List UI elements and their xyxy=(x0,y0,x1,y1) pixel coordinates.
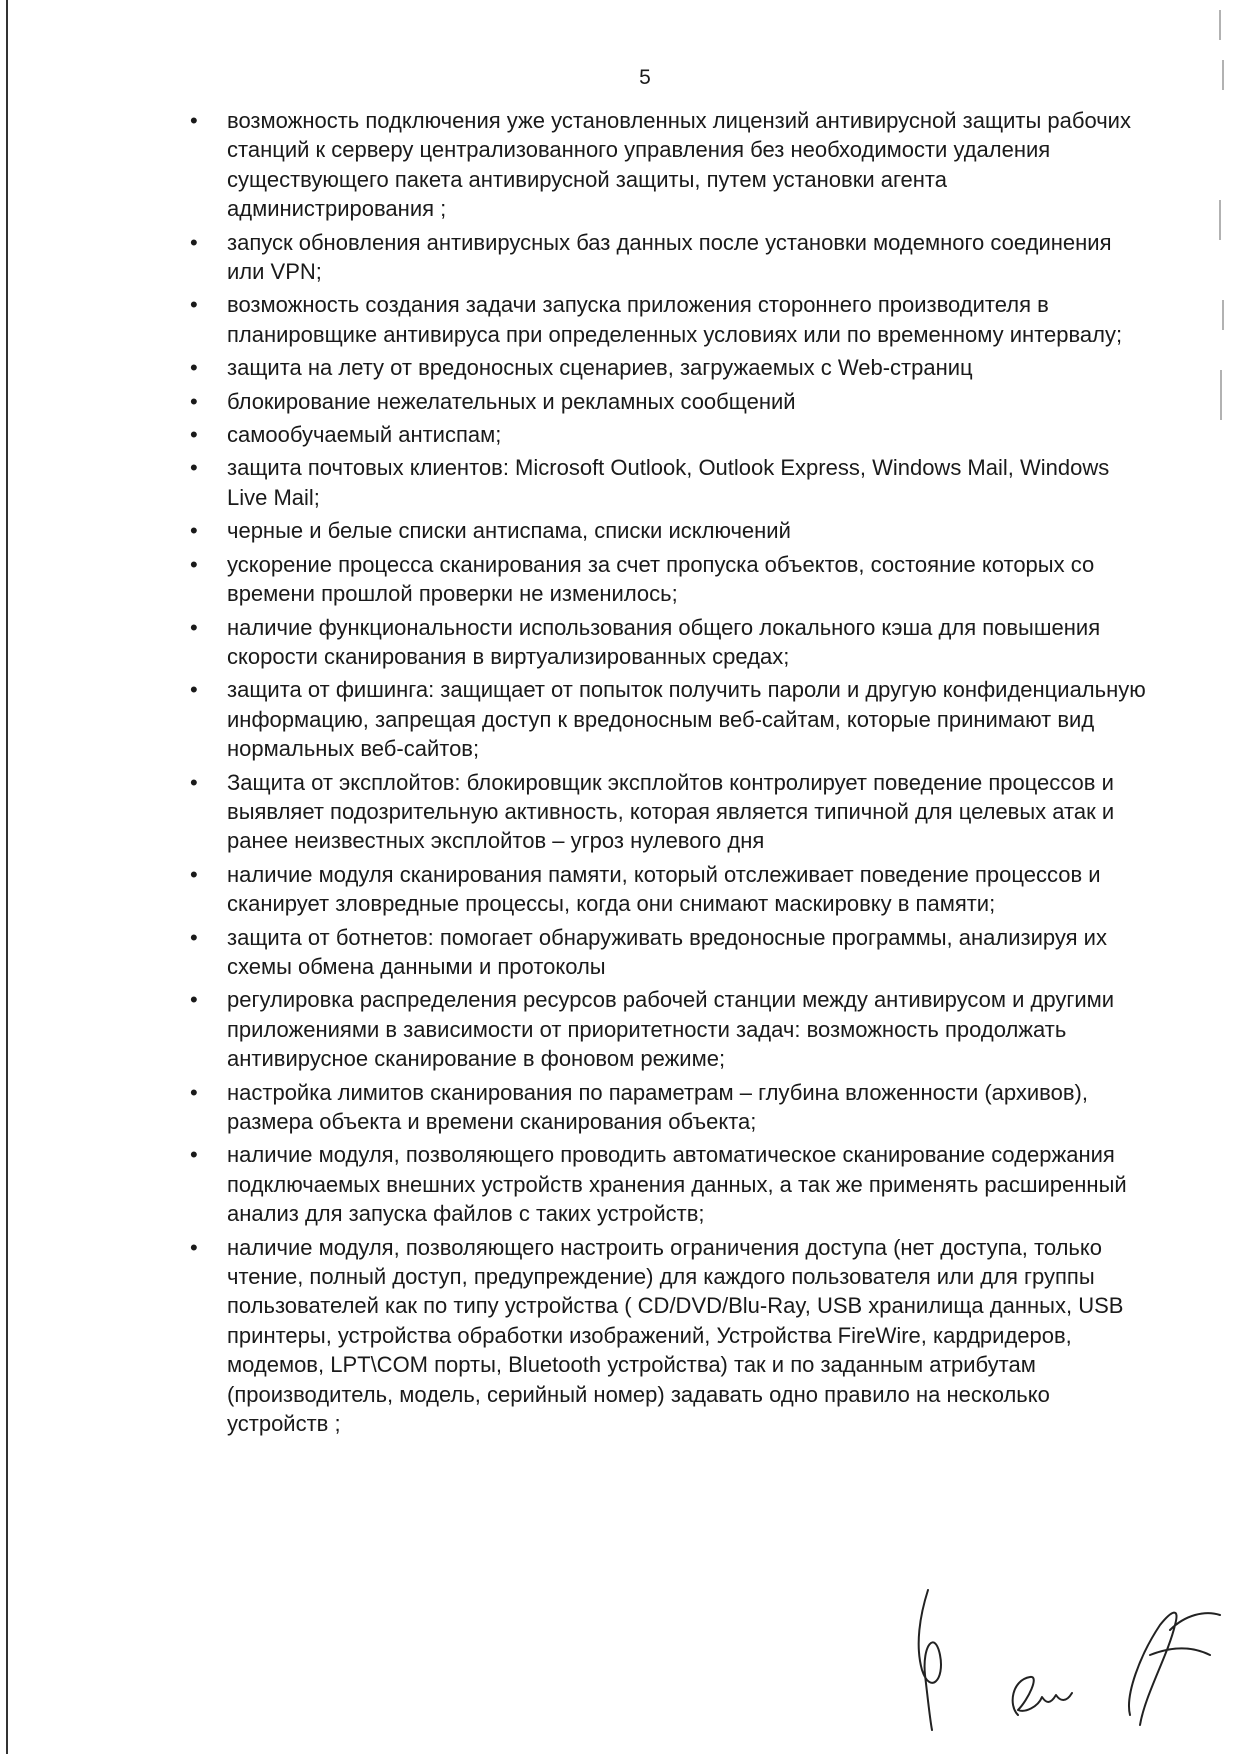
list-item: • самообучаемый антиспам; xyxy=(190,420,1150,449)
list-item: • возможность подключения уже установленных лицензий антивирусной защиты рабочих станций к серверу централизованного управления без необходимости удаления существующего пакета антивирусной защиты, путем установки агента администрирования ; xyxy=(190,106,1150,224)
list-item: • защита на лету от вредоносных сценариев, загружаемых с Web-страниц xyxy=(190,353,1150,382)
signature-3 xyxy=(1129,1613,1220,1725)
list-item: • ускорение процесса сканирования за счет пропуска объектов, состояние которых со времени прошлой проверки не изменилось; xyxy=(190,550,1150,609)
page-number: 5 xyxy=(639,66,651,89)
list-item: • запуск обновления антивирусных баз данных после установки модемного соединения или VPN; xyxy=(190,228,1150,287)
list-item: • наличие модуля сканирования памяти, который отслеживает поведение процессов и сканирует зловредные процессы, когда они снимают маскировку в памяти; xyxy=(190,860,1150,919)
list-item: • наличие модуля, позволяющего настроить ограничения доступа (нет доступа, только чтение, полный доступ, предупреждение) для каждого пользователя или для группы пользователей как по типу устройства ( CD/DVD/Blu-Ray, USB хранилища данных, USB принтеры, устройства обработки изображений, Устройства FireWire, кардридеров, модемов, LPT\COM порты, Bluetooth устройства) так и по заданным атрибутам (производитель, модель, серийный номер) задавать одно правило на несколько устройств ; xyxy=(190,1233,1150,1439)
scan-edge-right xyxy=(1218,0,1226,430)
list-item: • наличие функциональности использования общего локального кэша для повышения скорости сканирования в виртуализированных средах; xyxy=(190,613,1150,672)
signatures xyxy=(900,1585,1230,1735)
list-item: • настройка лимитов сканирования по параметрам – глубина вложенности (архивов), размера объекта и времени сканирования объекта; xyxy=(190,1078,1150,1137)
list-item: • защита от ботнетов: помогает обнаруживать вредоносные программы, анализируя их схемы обмена данными и протоколы xyxy=(190,923,1150,982)
list-item: • регулировка распределения ресурсов рабочей станции между антивирусом и другими приложениями в зависимости от приоритетности задач: возможность продолжать антивирусное сканирование в фоновом режиме; xyxy=(190,985,1150,1073)
list-item: • защита от фишинга: защищает от попыток получить пароли и другую конфиденциальную информацию, запрещая доступ к вредоносным веб-сайтам, которые принимают вид нормальных веб-сайтов; xyxy=(190,675,1150,763)
signature-2 xyxy=(1013,1677,1072,1715)
list-item: • возможность создания задачи запуска приложения стороннего производителя в планировщике антивируса при определенных условиях или по временному интервалу; xyxy=(190,290,1150,349)
list-item: • наличие модуля, позволяющего проводить автоматическое сканирование содержания подключаемых внешних устройств хранения данных, а так же применять расширенный анализ для запуска файлов с таких устройств; xyxy=(190,1140,1150,1228)
requirements-list xyxy=(190,106,1150,1442)
list-item: • Защита от эксплойтов: блокировщик эксплойтов контролирует поведение процессов и выявляет подозрительную активность, которая является типичной для целевых атак и ранее неизвестных эксплойтов – угроз нулевого дня xyxy=(190,768,1150,856)
list-item: • блокирование нежелательных и рекламных сообщений xyxy=(190,387,1150,416)
scan-edge-left xyxy=(6,0,8,1754)
list-item: • защита почтовых клиентов: Microsoft Outlook, Outlook Express, Windows Mail, Windows Live Mail; xyxy=(190,453,1150,512)
list-item: • черные и белые списки антиспама, списки исключений xyxy=(190,516,1150,545)
signature-1 xyxy=(919,1590,941,1730)
